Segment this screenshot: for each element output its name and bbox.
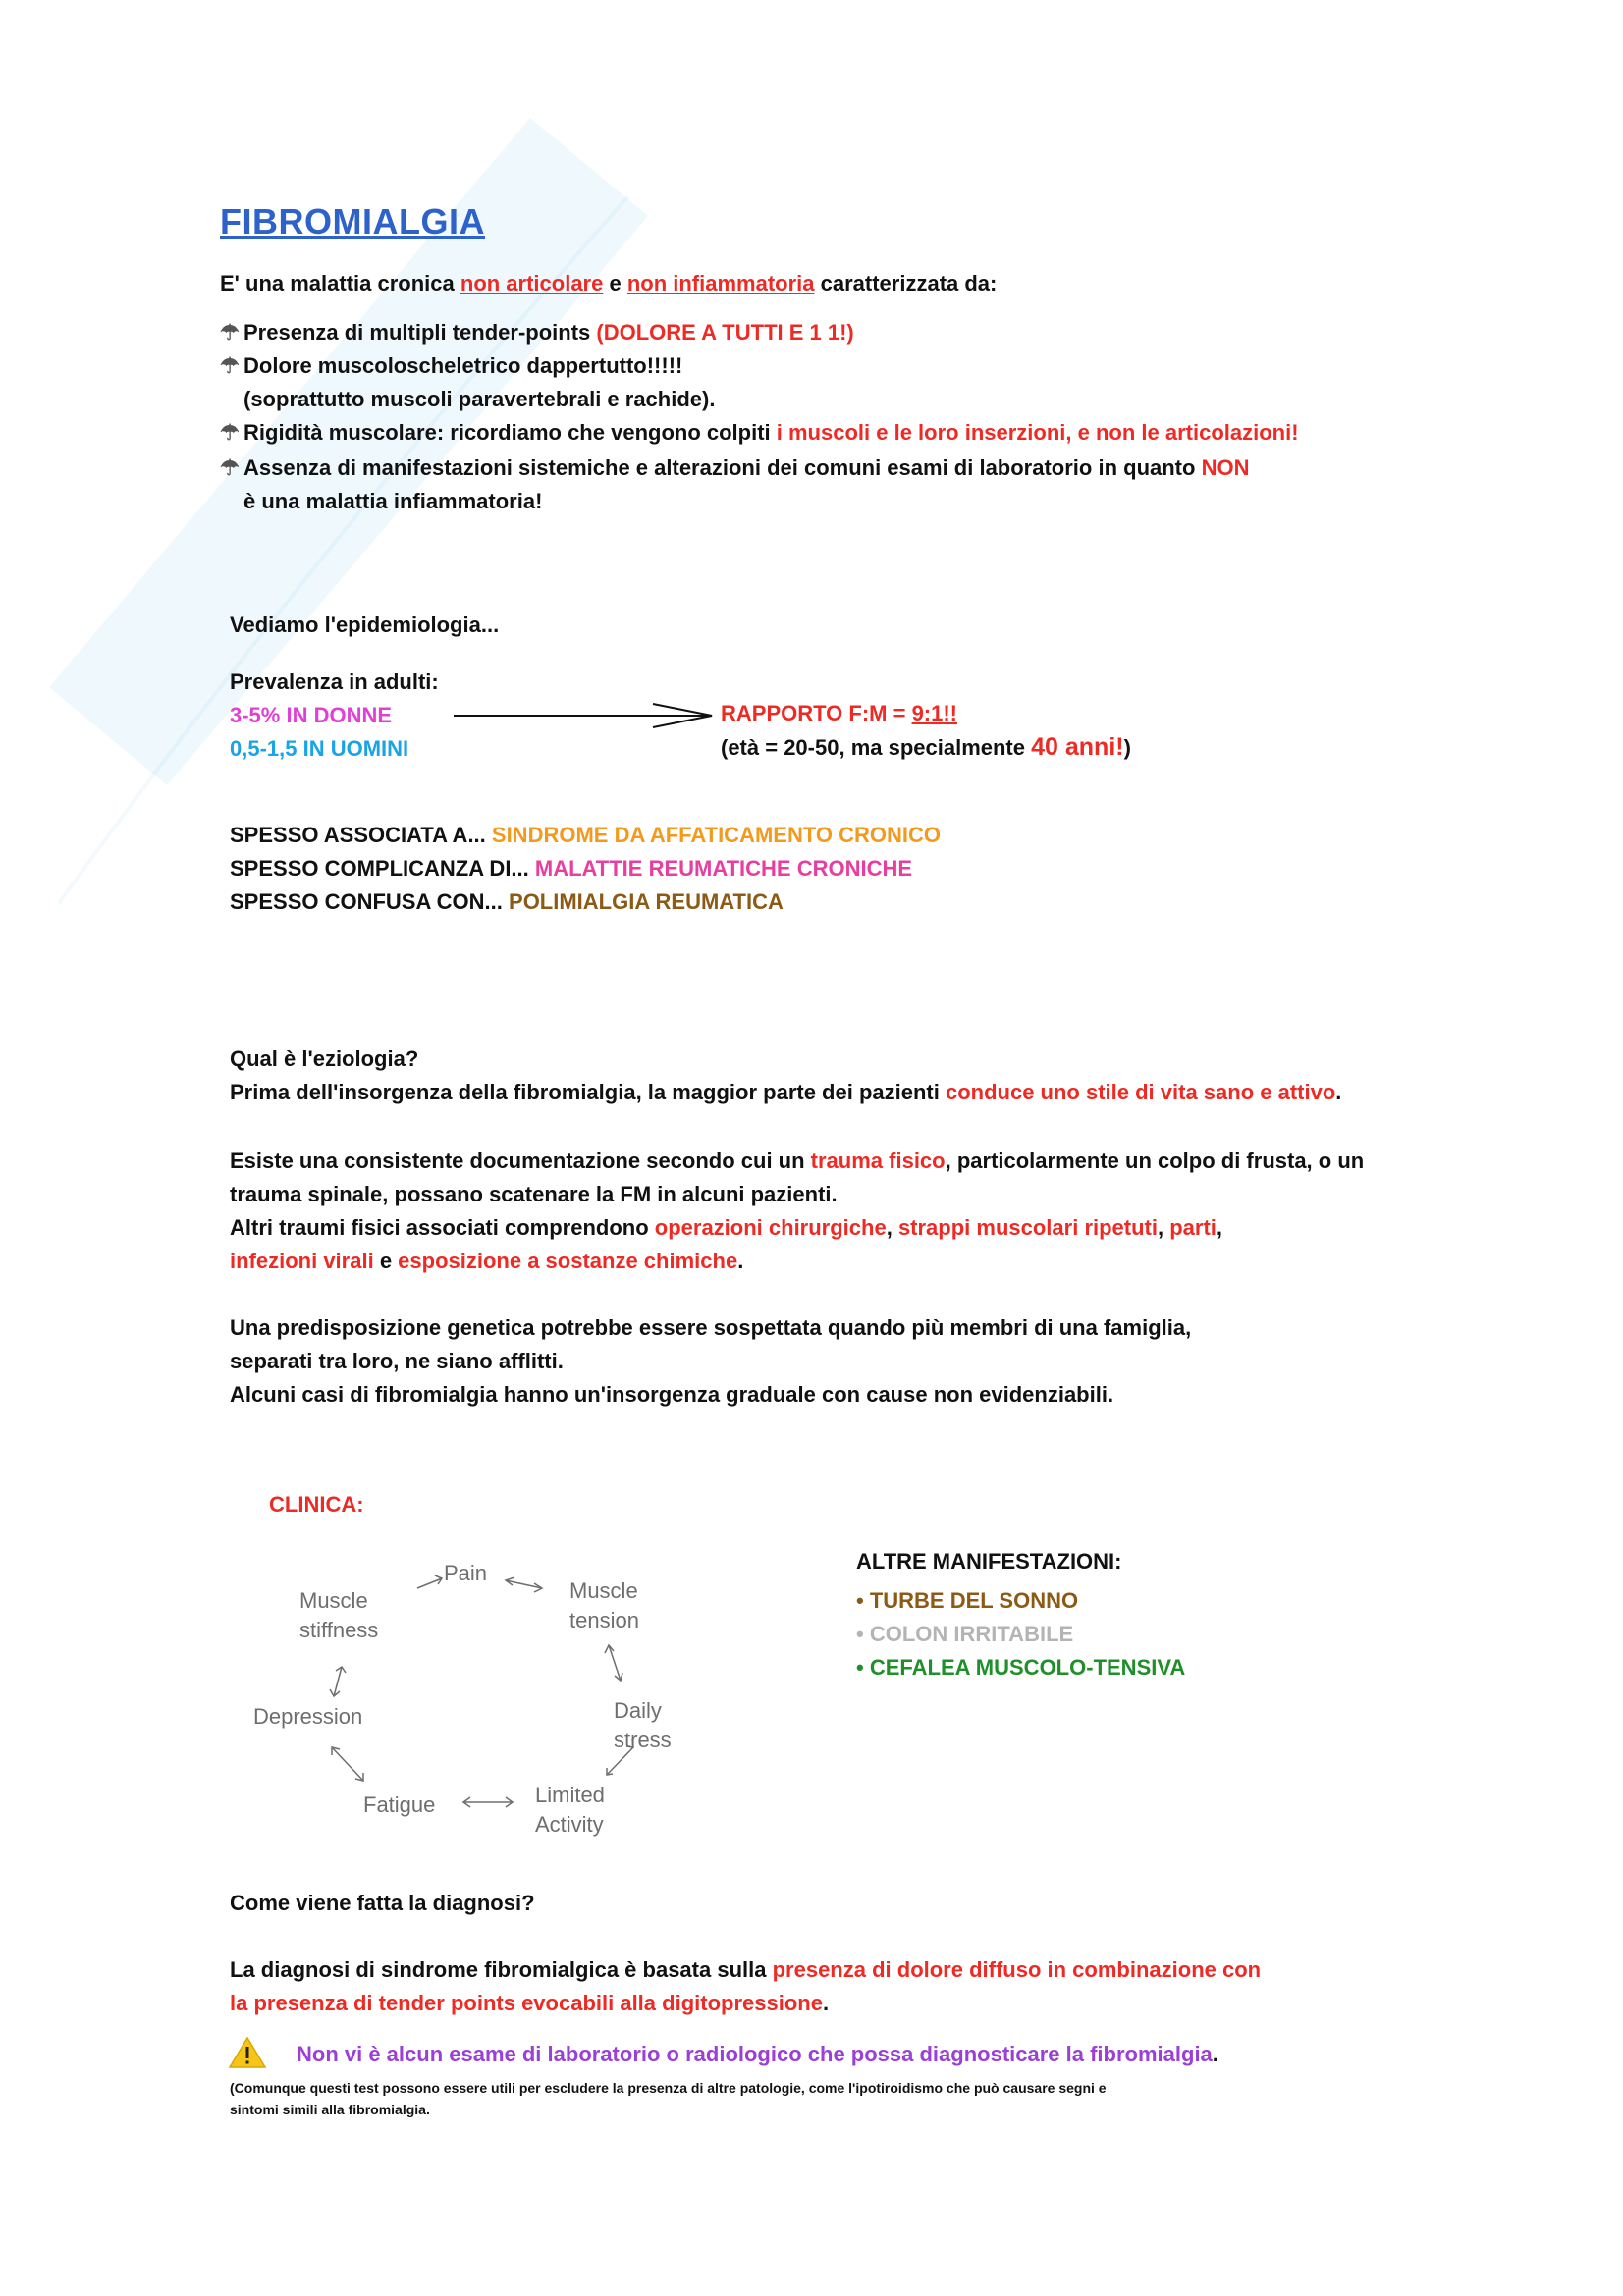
etiology-p2-text-b: , particolarmente un colpo di frusta, o un <box>945 1148 1365 1173</box>
arrow-depression-fatigue <box>332 1747 363 1781</box>
association-3-value: POLIMIALGIA REUMATICA <box>509 889 784 914</box>
prevalence-label: Prevalenza in adulti: <box>230 669 439 694</box>
warning-text: Non vi è alcun esame di laboratorio o radiologico che possa diagnosticare la fibromialgia <box>297 2042 1213 2066</box>
etiology-p4-line1: Una predisposizione genetica potrebbe essere sospettata quando più membri di una famiglia, <box>230 1315 1192 1340</box>
other-manifestations-heading: ALTRE MANIFESTAZIONI: <box>856 1549 1122 1574</box>
ratio-value: 9:1!! <box>911 701 958 725</box>
cycle-limited-activity: Limited <box>535 1783 605 1807</box>
etiology-p2-line2: trauma spinale, possano scatenare la FM in alcuni pazienti. <box>230 1182 838 1206</box>
diagnosis-p1-end: . <box>822 1991 830 2015</box>
separator: , <box>886 1215 898 1240</box>
intro-line <box>220 267 997 300</box>
age-line <box>721 730 1131 765</box>
association-2 <box>230 852 912 885</box>
association-1-value: SINDROME DA AFFATICAMENTO CRONICO <box>491 823 941 847</box>
diagnosis-p1-line1 <box>230 1953 1261 1987</box>
age-suffix: ) <box>1123 735 1131 760</box>
association-1 <box>230 819 941 852</box>
bullet-3-text: Rigidità muscolare: ricordiamo che vengono colpiti <box>243 420 777 445</box>
page-title: FIBROMIALGIA <box>220 201 485 241</box>
etiology-p3-end: . <box>737 1249 744 1273</box>
diagnosis-p1-line2 <box>230 1987 829 2020</box>
warning-end: . <box>1212 2042 1218 2066</box>
etiology-p3-highlight-4: infezioni virali <box>230 1249 374 1273</box>
bullet-dot: • <box>856 1655 864 1680</box>
bullet-4-text: Assenza di manifestazioni sistemiche e alterazioni dei comuni esami di laboratorio in quanto <box>243 455 1202 480</box>
umbrella-icon: ☂ <box>220 455 240 480</box>
prevalence-women: 3-5% IN DONNE <box>230 703 393 727</box>
bullet-1 <box>220 316 854 349</box>
warning-line <box>297 2038 1218 2071</box>
cycle-pain: Pain <box>444 1561 488 1585</box>
cycle-muscle-tension-2: tension <box>569 1608 639 1632</box>
arrow-tension-stress <box>609 1645 621 1681</box>
bullet-2-sub: (soprattutto muscoli paravertebrali e rachide). <box>243 387 716 411</box>
etiology-p3-highlight-2: strappi muscolari ripetuti <box>897 1215 1158 1240</box>
other-manifestation-2 <box>856 1618 1073 1651</box>
bullet-3 <box>220 416 1299 450</box>
ratio-label: RAPPORTO F:M = <box>721 701 912 725</box>
diagnosis-note-line2: sintomi simili alla fibromialgia. <box>230 2102 430 2117</box>
bullet-1-text: Presenza di multipli tender-points <box>243 320 597 345</box>
diagnosis-note-line1: (Comunque questi test possono essere utili per escludere la presenza di altre patologie, come l'ipotiroidismo che può causare segni e <box>230 2080 1107 2096</box>
diagnosis-p1-highlight: presenza di dolore diffuso in combinazione con <box>772 1957 1262 1982</box>
separator: , <box>1216 1215 1223 1240</box>
other-manifestation-2-text: COLON IRRITABILE <box>869 1622 1074 1646</box>
etiology-p3-highlight-1: operazioni chirurgiche <box>654 1215 887 1240</box>
etiology-p1-highlight: conduce uno stile di vita sano e attivo <box>945 1080 1336 1104</box>
cycle-depression: Depression <box>253 1704 363 1729</box>
diagnosis-question: Come viene fatta la diagnosi? <box>230 1891 535 1915</box>
other-manifestation-3 <box>856 1651 1185 1684</box>
intro-prefix: E' una malattia cronica <box>220 271 460 295</box>
etiology-p3-line2 <box>230 1245 743 1278</box>
diagnosis-p1-highlight-2: la presenza di tender points evocabili alla digitopressione <box>230 1991 823 2015</box>
separator: , <box>1158 1215 1170 1240</box>
cycle-muscle-stiffness: Muscle <box>299 1588 368 1613</box>
other-manifestation-1 <box>856 1584 1078 1618</box>
etiology-p2-highlight: trauma fisico <box>810 1148 946 1173</box>
epidemiology-heading: Vediamo l'epidemiologia... <box>230 613 500 637</box>
etiology-p3-line1 <box>230 1211 1222 1245</box>
arrow-right-icon <box>452 701 717 730</box>
etiology-p3-text: Altri traumi fisici associati comprendono <box>230 1215 655 1240</box>
etiology-p2-line1 <box>230 1145 1364 1178</box>
bullet-dot: • <box>856 1622 864 1646</box>
etiology-question: Qual è l'eziologia? <box>230 1046 419 1071</box>
etiology-p1 <box>230 1076 1341 1109</box>
association-3 <box>230 885 784 919</box>
cycle-daily-stress-2: stress <box>614 1728 672 1752</box>
etiology-p4-line2: separati tra loro, ne siano afflitti. <box>230 1349 564 1373</box>
intro-mid: e <box>603 271 627 295</box>
bullet-2 <box>220 349 682 383</box>
warning-icon <box>228 2036 267 2069</box>
bullet-2-text: Dolore muscoloscheletrico dappertutto!!!!! <box>243 353 683 378</box>
bullet-1-highlight: (DOLORE A TUTTI E 1 1!) <box>596 320 854 345</box>
intro-term-non-infiammatoria: non infiammatoria <box>626 271 815 295</box>
separator: e <box>373 1249 399 1273</box>
arrow-stiffness-depression <box>334 1667 342 1696</box>
bullet-4-highlight: NON <box>1201 455 1250 480</box>
bullet-4 <box>220 452 1249 485</box>
cycle-muscle-stiffness-2: stiffness <box>299 1618 379 1642</box>
cycle-fatigue: Fatigue <box>363 1792 436 1817</box>
cycle-muscle-tension: Muscle <box>569 1578 638 1603</box>
other-manifestation-3-text: CEFALEA MUSCOLO-TENSIVA <box>869 1655 1186 1680</box>
symptom-cycle-diagram <box>236 1551 707 1845</box>
etiology-p3-highlight-5: esposizione a sostanze chimiche <box>398 1249 738 1273</box>
etiology-p1-end: . <box>1335 1080 1342 1104</box>
age-highlight: 40 anni! <box>1031 733 1124 761</box>
bullet-4-continuation: è una malattia infiammatoria! <box>243 489 543 513</box>
association-2-value: MALATTIE REUMATICHE CRONICHE <box>534 856 913 881</box>
etiology-p2-text: Esiste una consistente documentazione secondo cui un <box>230 1148 811 1173</box>
etiology-p1-text: Prima dell'insorgenza della fibromialgia, la maggior parte dei pazienti <box>230 1080 946 1104</box>
bullet-3-highlight: i muscoli e le loro inserzioni, e non le articolazioni! <box>776 420 1299 445</box>
age-prefix: (età = 20-50, ma specialmente <box>721 735 1032 760</box>
association-1-label: SPESSO ASSOCIATA A... <box>230 823 492 847</box>
association-2-label: SPESSO COMPLICANZA DI... <box>230 856 535 881</box>
clinic-heading: CLINICA: <box>269 1492 364 1517</box>
etiology-p4-line3: Alcuni casi di fibromialgia hanno un'insorgenza graduale con cause non evidenziabili. <box>230 1382 1114 1407</box>
umbrella-icon: ☂ <box>220 320 240 345</box>
umbrella-icon: ☂ <box>220 420 240 445</box>
prevalence-men: 0,5-1,5 IN UOMINI <box>230 736 409 761</box>
other-manifestation-1-text: TURBE DEL SONNO <box>869 1588 1079 1613</box>
cycle-limited-activity-2: Activity <box>535 1812 604 1837</box>
association-3-label: SPESSO CONFUSA CON... <box>230 889 510 914</box>
etiology-p3-highlight-3: parti <box>1169 1215 1217 1240</box>
intro-term-non-articolare: non articolare <box>460 271 604 295</box>
umbrella-icon: ☂ <box>220 353 240 378</box>
intro-suffix: caratterizzata da: <box>814 271 998 295</box>
diagnosis-p1-text: La diagnosi di sindrome fibromialgica è basata sulla <box>230 1957 773 1982</box>
ratio-line <box>721 697 957 730</box>
cycle-daily-stress: Daily <box>614 1698 662 1723</box>
bullet-dot: • <box>856 1588 864 1613</box>
